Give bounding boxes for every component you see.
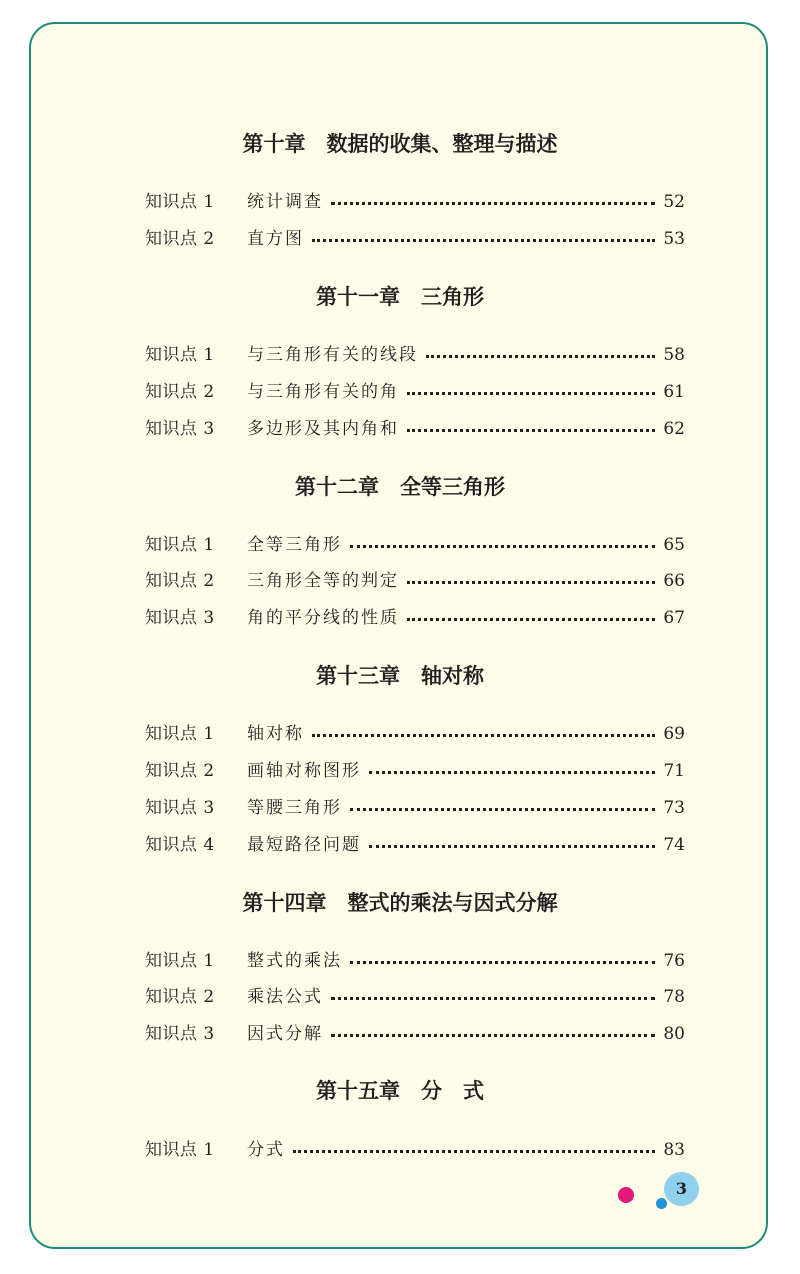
- toc-entry[interactable]: [145, 984, 685, 1010]
- dot-leader: [350, 961, 655, 964]
- entry-page-number: 58: [663, 345, 685, 365]
- knowledge-point-label: 知识点 1: [145, 951, 215, 971]
- chapter-title: 第十一章 三角形: [316, 285, 484, 309]
- toc-entry[interactable]: [145, 532, 685, 558]
- entry-page-number: 80: [663, 1024, 685, 1044]
- entry-title: 与三角形有关的角: [247, 382, 399, 402]
- entry-title: 最短路径问题: [247, 835, 361, 855]
- entry-title: 轴对称: [247, 724, 304, 744]
- knowledge-point-label: 知识点 2: [145, 571, 215, 591]
- dot-leader: [331, 997, 655, 1000]
- toc-entry[interactable]: [145, 758, 685, 784]
- toc-entry[interactable]: [145, 226, 685, 252]
- dot-leader: [407, 618, 655, 621]
- dot-leader: [369, 771, 655, 774]
- knowledge-point-label: 知识点 2: [145, 229, 215, 249]
- toc-entry[interactable]: [145, 568, 685, 594]
- entry-page-number: 52: [663, 192, 685, 212]
- blue-dot-decoration: [656, 1198, 667, 1209]
- toc-entry[interactable]: [145, 795, 685, 821]
- dot-leader: [293, 1150, 655, 1153]
- toc-entry[interactable]: [145, 1021, 685, 1047]
- toc-entry[interactable]: [145, 189, 685, 215]
- entry-title: 三角形全等的判定: [247, 571, 399, 591]
- entry-title: 直方图: [247, 229, 304, 249]
- entry-page-number: 78: [663, 987, 685, 1007]
- chapter-title: 第十二章 全等三角形: [295, 475, 505, 499]
- toc-entry[interactable]: [145, 721, 685, 747]
- dot-leader: [331, 202, 655, 205]
- entry-title: 全等三角形: [247, 535, 342, 555]
- knowledge-point-label: 知识点 2: [145, 987, 215, 1007]
- entry-page-number: 66: [663, 571, 685, 591]
- dot-leader: [369, 845, 655, 848]
- entry-title: 角的平分线的性质: [247, 608, 399, 628]
- knowledge-point-label: 知识点 1: [145, 535, 215, 555]
- dot-leader: [350, 808, 655, 811]
- dot-leader: [312, 734, 655, 737]
- entry-page-number: 76: [663, 951, 685, 971]
- chapter-title: 第十五章 分 式: [316, 1079, 484, 1103]
- toc-entry[interactable]: [145, 1137, 685, 1163]
- knowledge-point-label: 知识点 2: [145, 761, 215, 781]
- chapter-title: 第十三章 轴对称: [316, 664, 484, 688]
- entry-page-number: 73: [663, 798, 685, 818]
- dot-leader: [407, 392, 655, 395]
- entry-title: 与三角形有关的线段: [247, 345, 418, 365]
- toc-entry[interactable]: [145, 416, 685, 442]
- knowledge-point-label: 知识点 3: [145, 419, 215, 439]
- entry-page-number: 62: [663, 419, 685, 439]
- chapter-title: 第十四章 整式的乘法与因式分解: [242, 891, 558, 915]
- pink-dot-decoration: [618, 1187, 634, 1203]
- knowledge-point-label: 知识点 3: [145, 798, 215, 818]
- entry-page-number: 61: [663, 382, 685, 402]
- entry-title: 画轴对称图形: [247, 761, 361, 781]
- entry-title: 多边形及其内角和: [247, 419, 399, 439]
- entry-title: 等腰三角形: [247, 798, 342, 818]
- knowledge-point-label: 知识点 1: [145, 1140, 215, 1160]
- dot-leader: [331, 1034, 655, 1037]
- toc-entry[interactable]: [145, 342, 685, 368]
- entry-page-number: 69: [663, 724, 685, 744]
- dot-leader: [407, 581, 655, 584]
- chapter-title: 第十章 数据的收集、整理与描述: [242, 132, 558, 156]
- entry-title: 分式: [247, 1140, 285, 1160]
- knowledge-point-label: 知识点 2: [145, 382, 215, 402]
- knowledge-point-label: 知识点 1: [145, 192, 215, 212]
- dot-leader: [312, 239, 655, 242]
- entry-page-number: 65: [663, 535, 685, 555]
- knowledge-point-label: 知识点 3: [145, 1024, 215, 1044]
- toc-entry[interactable]: [145, 832, 685, 858]
- toc-entry[interactable]: [145, 379, 685, 405]
- knowledge-point-label: 知识点 3: [145, 608, 215, 628]
- toc-entry[interactable]: [145, 605, 685, 631]
- entry-page-number: 53: [663, 229, 685, 249]
- entry-page-number: 83: [663, 1140, 685, 1160]
- page-number-badge: 3: [664, 1172, 699, 1206]
- entry-title: 统计调查: [247, 192, 323, 212]
- knowledge-point-label: 知识点 1: [145, 345, 215, 365]
- entry-page-number: 71: [663, 761, 685, 781]
- entry-page-number: 67: [663, 608, 685, 628]
- toc-entry[interactable]: [145, 948, 685, 974]
- entry-title: 乘法公式: [247, 987, 323, 1007]
- knowledge-point-label: 知识点 1: [145, 724, 215, 744]
- entry-page-number: 74: [663, 835, 685, 855]
- entry-title: 因式分解: [247, 1024, 323, 1044]
- dot-leader: [350, 545, 655, 548]
- entry-title: 整式的乘法: [247, 951, 342, 971]
- dot-leader: [426, 355, 655, 358]
- knowledge-point-label: 知识点 4: [145, 835, 215, 855]
- dot-leader: [407, 429, 655, 432]
